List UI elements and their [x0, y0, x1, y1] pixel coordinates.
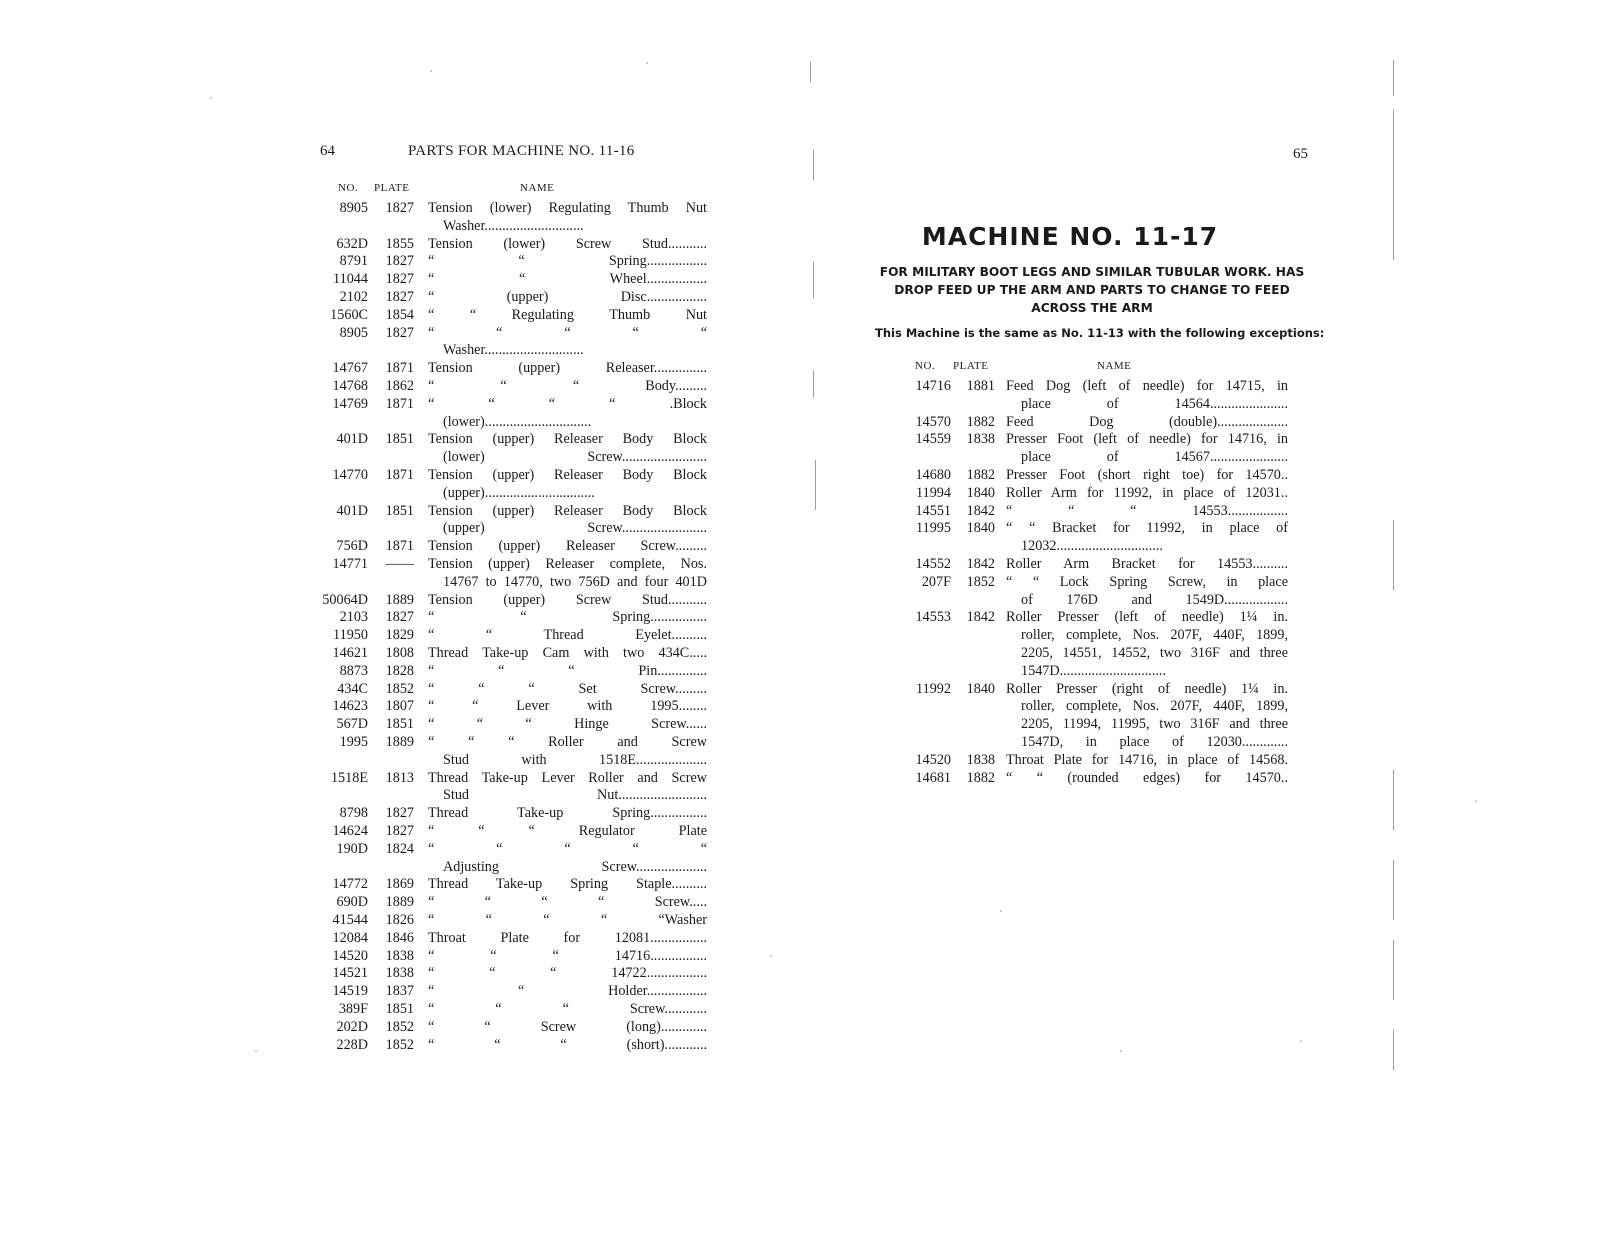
- part-number: 632D: [336, 235, 368, 252]
- part-number: 14552: [915, 556, 951, 572]
- plate-number: 1854: [385, 306, 414, 323]
- part-number: 1518E: [330, 769, 368, 786]
- plate-number: 1827: [385, 200, 414, 216]
- gutter-mark: [813, 262, 814, 298]
- plate-number: 1827: [385, 805, 414, 822]
- part-name-continued: 2205, 14551, 14552, two 316F and three: [1021, 644, 1288, 661]
- part-number: 11992: [916, 680, 951, 697]
- parts-row: [905, 520, 1305, 556]
- plate-number: ——: [385, 556, 414, 572]
- part-name: Tension (upper) Releaser Screw.........: [428, 538, 707, 555]
- parts-row: [320, 734, 720, 770]
- part-number: 14551: [915, 502, 951, 519]
- part-number: 8791: [339, 253, 368, 270]
- parts-row: [320, 645, 720, 663]
- part-name: “ “ Lever with 1995........: [428, 698, 707, 715]
- parts-row: [320, 805, 720, 823]
- part-number: 8905: [339, 324, 368, 341]
- part-name-continued: roller, complete, Nos. 207F, 440F, 1899,: [1021, 698, 1288, 715]
- plate-number: 1852: [385, 1018, 414, 1035]
- part-name: “ “ Screw (long).............: [428, 1018, 707, 1035]
- parts-row: [320, 503, 720, 539]
- part-number: 14520: [332, 947, 368, 964]
- plate-number: 1852: [385, 1036, 414, 1053]
- gutter-mark: [813, 370, 814, 398]
- scan-speck: [770, 955, 772, 957]
- parts-row: [320, 609, 720, 627]
- plate-number: 1837: [385, 983, 414, 1000]
- parts-row: [320, 1001, 720, 1019]
- part-name: Roller Presser (right of needle) 1¼ in.: [1006, 680, 1288, 697]
- part-name: Thread Take-up Spring Staple..........: [428, 876, 707, 893]
- part-number: 14716: [915, 378, 951, 394]
- plate-number: 1855: [385, 235, 414, 252]
- gutter-mark: [813, 150, 814, 180]
- parts-row: [905, 556, 1305, 574]
- scan-speck: [430, 70, 432, 72]
- plate-number: 1889: [385, 734, 414, 750]
- part-number: 401D: [336, 502, 368, 519]
- part-number: 202D: [336, 1018, 368, 1035]
- plate-number: 1807: [385, 698, 414, 715]
- plate-number: 1882: [966, 769, 995, 786]
- part-name: Tension (upper) Releaser Body Block: [428, 502, 707, 519]
- part-number: 190D: [336, 840, 368, 857]
- parts-row: [905, 467, 1305, 485]
- part-name-continued: (lower) Screw........................: [443, 449, 707, 466]
- part-number: 690D: [336, 894, 368, 911]
- plate-number: 1840: [966, 680, 995, 697]
- plate-number: 1838: [966, 431, 995, 448]
- part-name: Tension (upper) Releaser Body Block: [428, 431, 707, 448]
- plate-number: 1842: [966, 609, 995, 626]
- part-name: Tension (upper) Releaser...............: [428, 360, 707, 377]
- parts-row: [905, 770, 1305, 788]
- part-name: “ (upper) Disc.................: [428, 289, 707, 305]
- part-name: “ “ “ “ “: [428, 840, 707, 857]
- part-number: 14768: [332, 378, 368, 394]
- parts-row: [320, 325, 720, 361]
- part-name: Thread Take-up Cam with two 434C.....: [428, 645, 707, 661]
- part-name: Feed Dog (double)....................: [1006, 413, 1288, 430]
- plate-number: 1871: [385, 538, 414, 555]
- column-header-plate: PLATE: [374, 182, 410, 194]
- part-name: Feed Dog (left of needle) for 14715, in: [1006, 378, 1288, 394]
- part-name-continued: 14767 to 14770, two 756D and four 401D: [443, 573, 707, 590]
- part-number: 14553: [915, 609, 951, 626]
- parts-row: [905, 574, 1305, 610]
- part-number: 1995: [339, 734, 368, 750]
- part-name: Thread Take-up Spring................: [428, 805, 707, 822]
- part-number: 14680: [915, 467, 951, 483]
- parts-row: [320, 538, 720, 556]
- plate-number: 1871: [385, 395, 414, 412]
- parts-row: [320, 467, 720, 503]
- part-name-continued: place of 14564......................: [1021, 395, 1288, 412]
- plate-number: 1826: [385, 912, 414, 928]
- parts-row: [320, 930, 720, 948]
- part-name-continued: roller, complete, Nos. 207F, 440F, 1899,: [1021, 627, 1288, 644]
- plate-number: 1827: [385, 609, 414, 626]
- part-number: 228D: [336, 1036, 368, 1053]
- plate-number: 1871: [385, 467, 414, 483]
- part-name: “ “ Bracket for 11992, in place of: [1006, 520, 1288, 537]
- part-number: 14767: [332, 360, 368, 377]
- parts-row: [905, 485, 1305, 503]
- plate-number: 1838: [966, 751, 995, 768]
- plate-number: 1889: [385, 591, 414, 608]
- part-name: Tension (upper) Releaser Body Block: [428, 467, 707, 483]
- page-number-left: 64: [320, 143, 335, 159]
- plate-number: 1851: [385, 1001, 414, 1017]
- part-number: 389F: [338, 1001, 368, 1017]
- parts-row: [320, 894, 720, 912]
- part-number: 11044: [333, 271, 368, 288]
- part-name: “ “ “ 14553.................: [1006, 502, 1288, 519]
- part-name: Presser Foot (short right toe) for 14570..: [1006, 467, 1288, 483]
- part-number: 11950: [333, 627, 368, 644]
- part-number: 1560C: [330, 306, 368, 323]
- part-name-continued: (upper)...............................: [443, 484, 595, 501]
- part-number: 567D: [336, 716, 368, 733]
- parts-row: [320, 307, 720, 325]
- plate-number: 1842: [966, 502, 995, 519]
- parts-row: [320, 627, 720, 645]
- part-name: “ “ Wheel.................: [428, 271, 707, 288]
- running-head: PARTS FOR MACHINE NO. 11-16: [408, 143, 635, 159]
- part-number: 14570: [915, 413, 951, 430]
- column-header-name: NAME: [520, 182, 555, 194]
- part-name: Presser Foot (left of needle) for 14716, in: [1006, 431, 1288, 448]
- part-name-continued: 2205, 11994, 11995, two 316F and three: [1021, 716, 1288, 733]
- exceptions-note: This Machine is the same as No. 11-13 with the following exceptions:: [875, 326, 1325, 340]
- part-name: “ “ “ “ .Block: [428, 395, 707, 412]
- plate-number: 1838: [385, 965, 414, 982]
- part-number: 14681: [915, 769, 951, 786]
- plate-number: 1889: [385, 894, 414, 911]
- column-header-no: NO.: [915, 360, 936, 372]
- part-name: “ “ “ “ “: [428, 324, 707, 341]
- parts-row: [320, 1037, 720, 1055]
- part-name: “ “ Thread Eyelet..........: [428, 627, 707, 644]
- part-number: 8798: [339, 805, 368, 822]
- part-name: Tension (lower) Regulating Thumb Nut: [428, 200, 707, 216]
- plate-number: 1813: [385, 769, 414, 786]
- parts-row: [320, 770, 720, 806]
- part-name-continued: (upper) Screw........................: [443, 520, 707, 537]
- part-name: Throat Plate for 12081................: [428, 929, 707, 946]
- parts-row: [320, 253, 720, 271]
- part-name: Tension (upper) Screw Stud...........: [428, 591, 707, 608]
- part-name: “ “ “ Screw............: [428, 1001, 707, 1017]
- plate-number: 1824: [385, 840, 414, 857]
- part-name-continued: 1547D..............................: [1021, 662, 1167, 679]
- parts-row: [320, 681, 720, 699]
- parts-row: [320, 876, 720, 894]
- plate-number: 1871: [385, 360, 414, 377]
- part-name: Thread Take-up Lever Roller and Screw: [428, 769, 707, 786]
- part-name: Tension (upper) Releaser complete, Nos.: [428, 556, 707, 572]
- part-number: 14623: [332, 698, 368, 715]
- parts-row: [320, 823, 720, 841]
- part-name: “ “ “ 14722.................: [428, 965, 707, 982]
- plate-number: 1808: [385, 645, 414, 661]
- plate-number: 1851: [385, 716, 414, 733]
- part-name: “ “ (rounded edges) for 14570..: [1006, 769, 1288, 786]
- plate-number: 1862: [385, 378, 414, 394]
- page-number-right: 65: [1293, 146, 1308, 162]
- part-name: “ “ “ Roller and Screw: [428, 734, 707, 750]
- plate-number: 1840: [966, 520, 995, 537]
- part-name: “ “ “ Regulator Plate: [428, 823, 707, 839]
- scan-speck: [646, 62, 648, 64]
- parts-row: [320, 948, 720, 966]
- parts-row: [320, 983, 720, 1001]
- parts-row: [320, 965, 720, 983]
- plate-number: 1842: [966, 556, 995, 572]
- plate-number: 1882: [966, 467, 995, 483]
- parts-row: [320, 378, 720, 396]
- gutter-mark: [815, 460, 816, 510]
- part-number: 14771: [332, 556, 368, 572]
- part-name: “ “ “ Pin..............: [428, 662, 707, 679]
- part-number: 14559: [915, 431, 951, 448]
- part-name: “ “ Regulating Thumb Nut: [428, 306, 707, 323]
- part-number: 14520: [915, 751, 951, 768]
- parts-row: [320, 271, 720, 289]
- plate-number: 1882: [966, 413, 995, 430]
- part-name: “ “ “ Hinge Screw......: [428, 716, 707, 733]
- part-name-continued: Adjusting Screw....................: [443, 858, 707, 875]
- part-number: 14624: [332, 823, 368, 839]
- column-header-name: NAME: [1097, 360, 1132, 372]
- part-name-continued: place of 14567......................: [1021, 449, 1288, 466]
- parts-row: [320, 912, 720, 930]
- part-name: “ “ Holder.................: [428, 983, 707, 1000]
- parts-row: [320, 360, 720, 378]
- plate-number: 1881: [966, 378, 995, 394]
- column-header-no: NO.: [338, 182, 359, 194]
- part-name-continued: Washer............................: [443, 217, 584, 234]
- part-name-continued: Stud Nut.........................: [443, 787, 707, 804]
- plate-number: 1851: [385, 502, 414, 519]
- plate-number: 1827: [385, 253, 414, 270]
- scan-speck: [255, 1050, 257, 1052]
- scan-speck: [210, 97, 212, 99]
- part-number: 14519: [332, 983, 368, 1000]
- plate-number: 1852: [966, 573, 995, 590]
- part-number: 8905: [339, 200, 368, 216]
- part-name-continued: 12032..............................: [1021, 538, 1163, 555]
- part-number: 14770: [332, 467, 368, 483]
- part-name: “ “ “ “ “Washer: [428, 912, 707, 928]
- parts-row: [320, 556, 720, 592]
- part-name: “ “ Spring................: [428, 609, 707, 626]
- parts-row: [320, 698, 720, 716]
- part-number: 50064D: [322, 591, 368, 608]
- part-name: Roller Arm Bracket for 14553..........: [1006, 556, 1288, 572]
- part-number: 756D: [336, 538, 368, 555]
- parts-row: [905, 378, 1305, 414]
- part-name: “ “ “ (short)............: [428, 1036, 707, 1053]
- part-name: “ “ “ 14716................: [428, 947, 707, 964]
- column-header-plate: PLATE: [953, 360, 989, 372]
- part-name: “ “ “ “ Screw.....: [428, 894, 707, 911]
- plate-number: 1827: [385, 289, 414, 305]
- parts-row: [905, 609, 1305, 680]
- plate-number: 1827: [385, 324, 414, 341]
- part-number: 12084: [332, 929, 368, 946]
- parts-row: [320, 200, 720, 236]
- part-number: 11995: [916, 520, 951, 537]
- part-name: Roller Presser (left of needle) 1¼ in.: [1006, 609, 1288, 626]
- part-number: 14621: [332, 645, 368, 661]
- plate-number: 1828: [385, 662, 414, 679]
- part-name: Tension (lower) Screw Stud...........: [428, 235, 707, 252]
- part-name: “ “ Lock Spring Screw, in place: [1006, 573, 1288, 590]
- parts-row: [320, 289, 720, 307]
- part-number: 2102: [339, 289, 368, 305]
- part-number: 14521: [332, 965, 368, 982]
- part-number: 2103: [339, 609, 368, 626]
- plate-number: 1851: [385, 431, 414, 448]
- part-name-continued: Washer............................: [443, 342, 584, 359]
- parts-row: [320, 663, 720, 681]
- parts-row: [905, 503, 1305, 521]
- part-name-continued: (lower)..............................: [443, 413, 592, 430]
- part-name: Roller Arm for 11992, in place of 12031..: [1006, 484, 1288, 501]
- parts-row: [320, 1019, 720, 1037]
- part-number: 41544: [332, 912, 368, 928]
- plate-number: 1829: [385, 627, 414, 644]
- parts-row: [905, 752, 1305, 770]
- part-name-continued: Stud with 1518E....................: [443, 751, 707, 768]
- part-number: 8873: [339, 662, 368, 679]
- part-number: 434C: [337, 680, 368, 697]
- parts-row: [320, 396, 720, 432]
- part-name-continued: 1547D, in place of 12030.............: [1021, 733, 1288, 750]
- parts-row: [320, 716, 720, 734]
- part-number: 14769: [332, 395, 368, 412]
- parts-row: [320, 431, 720, 467]
- part-number: 207F: [921, 573, 951, 590]
- gutter-mark: [810, 62, 811, 82]
- parts-row: [320, 841, 720, 877]
- part-number: 401D: [336, 431, 368, 448]
- page-subtitle: FOR MILITARY BOOT LEGS AND SIMILAR TUBULAR WORK. HAS DROP FEED UP THE ARM AND PARTS TO CHANGE TO FEED ACROSS THE ARM: [879, 265, 1305, 315]
- part-number: 14772: [332, 876, 368, 893]
- plate-number: 1852: [385, 680, 414, 697]
- parts-row: [905, 414, 1305, 432]
- part-name-continued: of 176D and 1549D..................: [1021, 591, 1288, 608]
- plate-number: 1869: [385, 876, 414, 893]
- page-title: MACHINE NO. 11-17: [921, 222, 1219, 251]
- part-name: “ “ “ Set Screw.........: [428, 680, 707, 697]
- right-page: [820, 0, 1600, 1237]
- part-name: Throat Plate for 14716, in place of 14568.: [1006, 751, 1288, 768]
- plate-number: 1840: [966, 484, 995, 501]
- plate-number: 1827: [385, 271, 414, 288]
- parts-row: [905, 431, 1305, 467]
- plate-number: 1827: [385, 823, 414, 839]
- part-name: “ “ Spring.................: [428, 253, 707, 270]
- parts-row: [905, 681, 1305, 752]
- plate-number: 1846: [385, 929, 414, 946]
- parts-row: [320, 592, 720, 610]
- part-name: “ “ “ Body.........: [428, 378, 707, 394]
- plate-number: 1838: [385, 947, 414, 964]
- part-number: 11994: [916, 484, 951, 501]
- parts-row: [320, 236, 720, 254]
